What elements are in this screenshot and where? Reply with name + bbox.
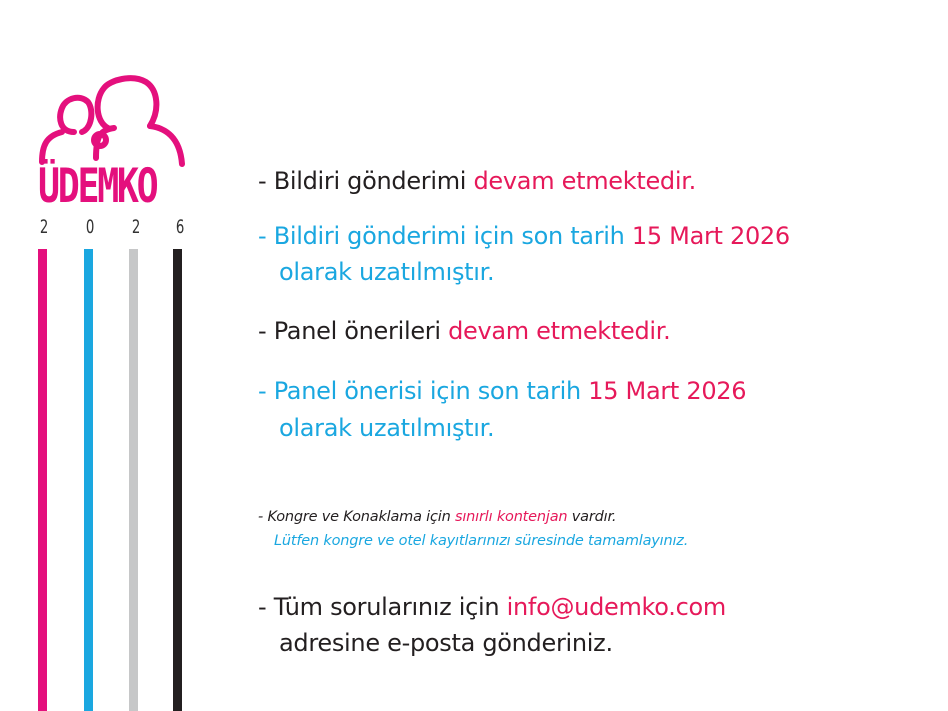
stripe-blue — [84, 249, 93, 711]
udemko-logo-figures — [0, 0, 200, 180]
logo-figure-small — [60, 98, 91, 132]
logo-figure-large — [98, 78, 157, 128]
message-submission-open: - Bildiri gönderimi devam etmektedir. — [258, 167, 696, 195]
message-registration-reminder: Lütfen kongre ve otel kayıtlarınızı süresinde tamamlayınız. — [274, 533, 689, 549]
message-limited-quota: - Kongre ve Konaklama için sınırlı kontenjan vardır. — [258, 509, 617, 525]
message-contact: - Tüm sorularınız için info@udemko.com — [258, 593, 726, 621]
contact-email-link[interactable]: info@udemko.com — [506, 593, 726, 621]
message-submission-deadline-cont: olarak uzatılmıştır. — [279, 258, 495, 286]
message-panel-deadline-cont: olarak uzatılmıştır. — [279, 414, 495, 442]
logo-year — [36, 215, 196, 239]
stripe-gray — [129, 249, 138, 711]
logo-wordmark: ÜDEMKO — [38, 159, 157, 214]
deadline-date: 15 Mart 2026 — [588, 377, 747, 405]
deadline-date: 15 Mart 2026 — [631, 222, 790, 250]
message-panel-open: - Panel önerileri devam etmektedir. — [258, 317, 671, 345]
message-panel-deadline: - Panel önerisi için son tarih 15 Mart 2026 — [258, 377, 747, 405]
stripe-black — [173, 249, 182, 711]
message-submission-deadline: - Bildiri gönderimi için son tarih 15 Mart 2026 — [258, 222, 790, 250]
logo-year-digit: 2 — [131, 216, 141, 238]
highlight-text: sınırlı kontenjan — [455, 509, 568, 525]
logo-year-digit: 0 — [85, 216, 95, 238]
message-contact-cont: adresine e-posta gönderiniz. — [279, 629, 613, 657]
stripe-pink — [38, 249, 47, 711]
highlight-text: devam etmektedir. — [473, 167, 696, 195]
logo-figure-small-body — [42, 132, 62, 162]
highlight-text: devam etmektedir. — [448, 317, 671, 345]
logo-year-digit: 2 — [39, 216, 49, 238]
logo-year-digit: 6 — [175, 216, 185, 238]
